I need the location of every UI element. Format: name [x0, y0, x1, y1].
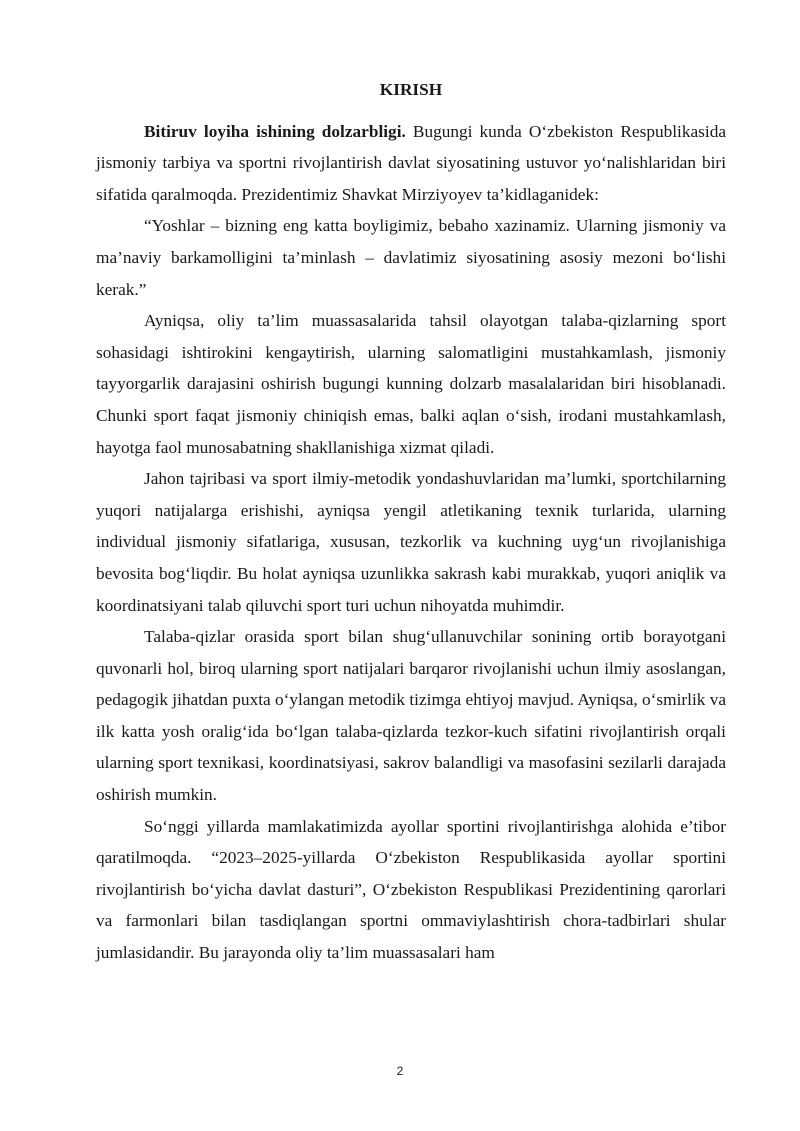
quote-paragraph: “Yoshlar – bizning eng katta boyligimiz, bebaho xazinamiz. Ularning jismoniy va ma’naviy barkamolligini ta’minlash – davlatimiz siyosatining asosiy mezoni bo‘lishi kerak.”: [96, 216, 726, 299]
body-paragraph-3: Talaba-qizlar orasida sport bilan shug‘ullanuvchilar sonining ortib borayotgani quvonarli hol, biroq ularning sport natijalari barqaror rivojlanishi uchun ilmiy asoslangan, pedagogik jihatdan puxta o‘ylangan metodik tizimga ehtiyoj mavjud. Ayniqsa, o‘smirlik va ilk katta yosh oralig‘ida bo‘lgan talaba-qizlarda tezkor-kuch sifatini rivojlantirish orqali ularning sport texnikasi, koordinatsiyasi, sakrov balandligi va masofasini sezilarli darajada oshirish mumkin.: [96, 627, 727, 805]
relevance-heading: Bitiruv loyiha ishining dolzarbligi.: [144, 121, 406, 141]
body-paragraph-4: So‘nggi yillarda mamlakatimizda ayollar sportini rivojlantirishga alohida e’tibor qaratilmoqda. “2023–2025-yillarda O‘zbekiston Respublikasida ayollar sportini rivojlantirish bo‘yicha davlat dasturi”, O‘zbekiston Respublikasi Prezidentining qarorlari va farmonlari bilan tasdiqlangan sportni ommaviylashtirish chora-tadbirlari shular jumlasidandir. Bu jarayonda oliy ta’lim muassasalari ham: [96, 816, 726, 963]
intro-paragraph: [96, 116, 726, 211]
document-page: [96, 74, 726, 969]
body-paragraph-1: Ayniqsa, oliy ta’lim muassasalarida tahsil olayotgan talaba-qizlarning sport sohasidagi ishtirokini kengaytirish, ularning salomatligini mustahkamlash, jismoniy tayyorgarlik darajasini oshirish bugungi kunning dolzarb masalalaridan biri hisoblanadi. Chunki sport faqat jismoniy chiniqish emas, balki aqlan o‘sish, irodani mustahkamlash, hayotga faol munosabatning shakllanishiga xizmat qiladi.: [96, 311, 726, 457]
intro-text: Bugungi kunda O‘zbekiston Respublikasida jismoniy tarbiya va sportni rivojlantirish davlat siyosatining ustuvor yo‘nalishlaridan biri sifatida qaralmoqda. Prezidentimiz Shavkat Mirziyoyev ta’kidlaganidek:: [96, 121, 727, 204]
body-paragraph-2: Jahon tajribasi va sport ilmiy-metodik yondashuvlaridan ma’lumki, sportchilarning yuqori natijalarga erishishi, ayniqsa yengil atletikaning texnik turlarida, ularning individual jismoniy sifatlariga, xususan, tezkorlik va kuchning uyg‘un rivojlanishiga bevosita bog‘liqdir. Bu holat ayniqsa uzunlikka sakrash kabi murakkab, yuqori aniqlik va koordinatsiyani talab qiluvchi sport turi uchun nihoyatda muhimdir.: [96, 469, 726, 615]
section-title: KIRISH: [379, 80, 443, 99]
page-number: 2: [396, 1064, 404, 1078]
